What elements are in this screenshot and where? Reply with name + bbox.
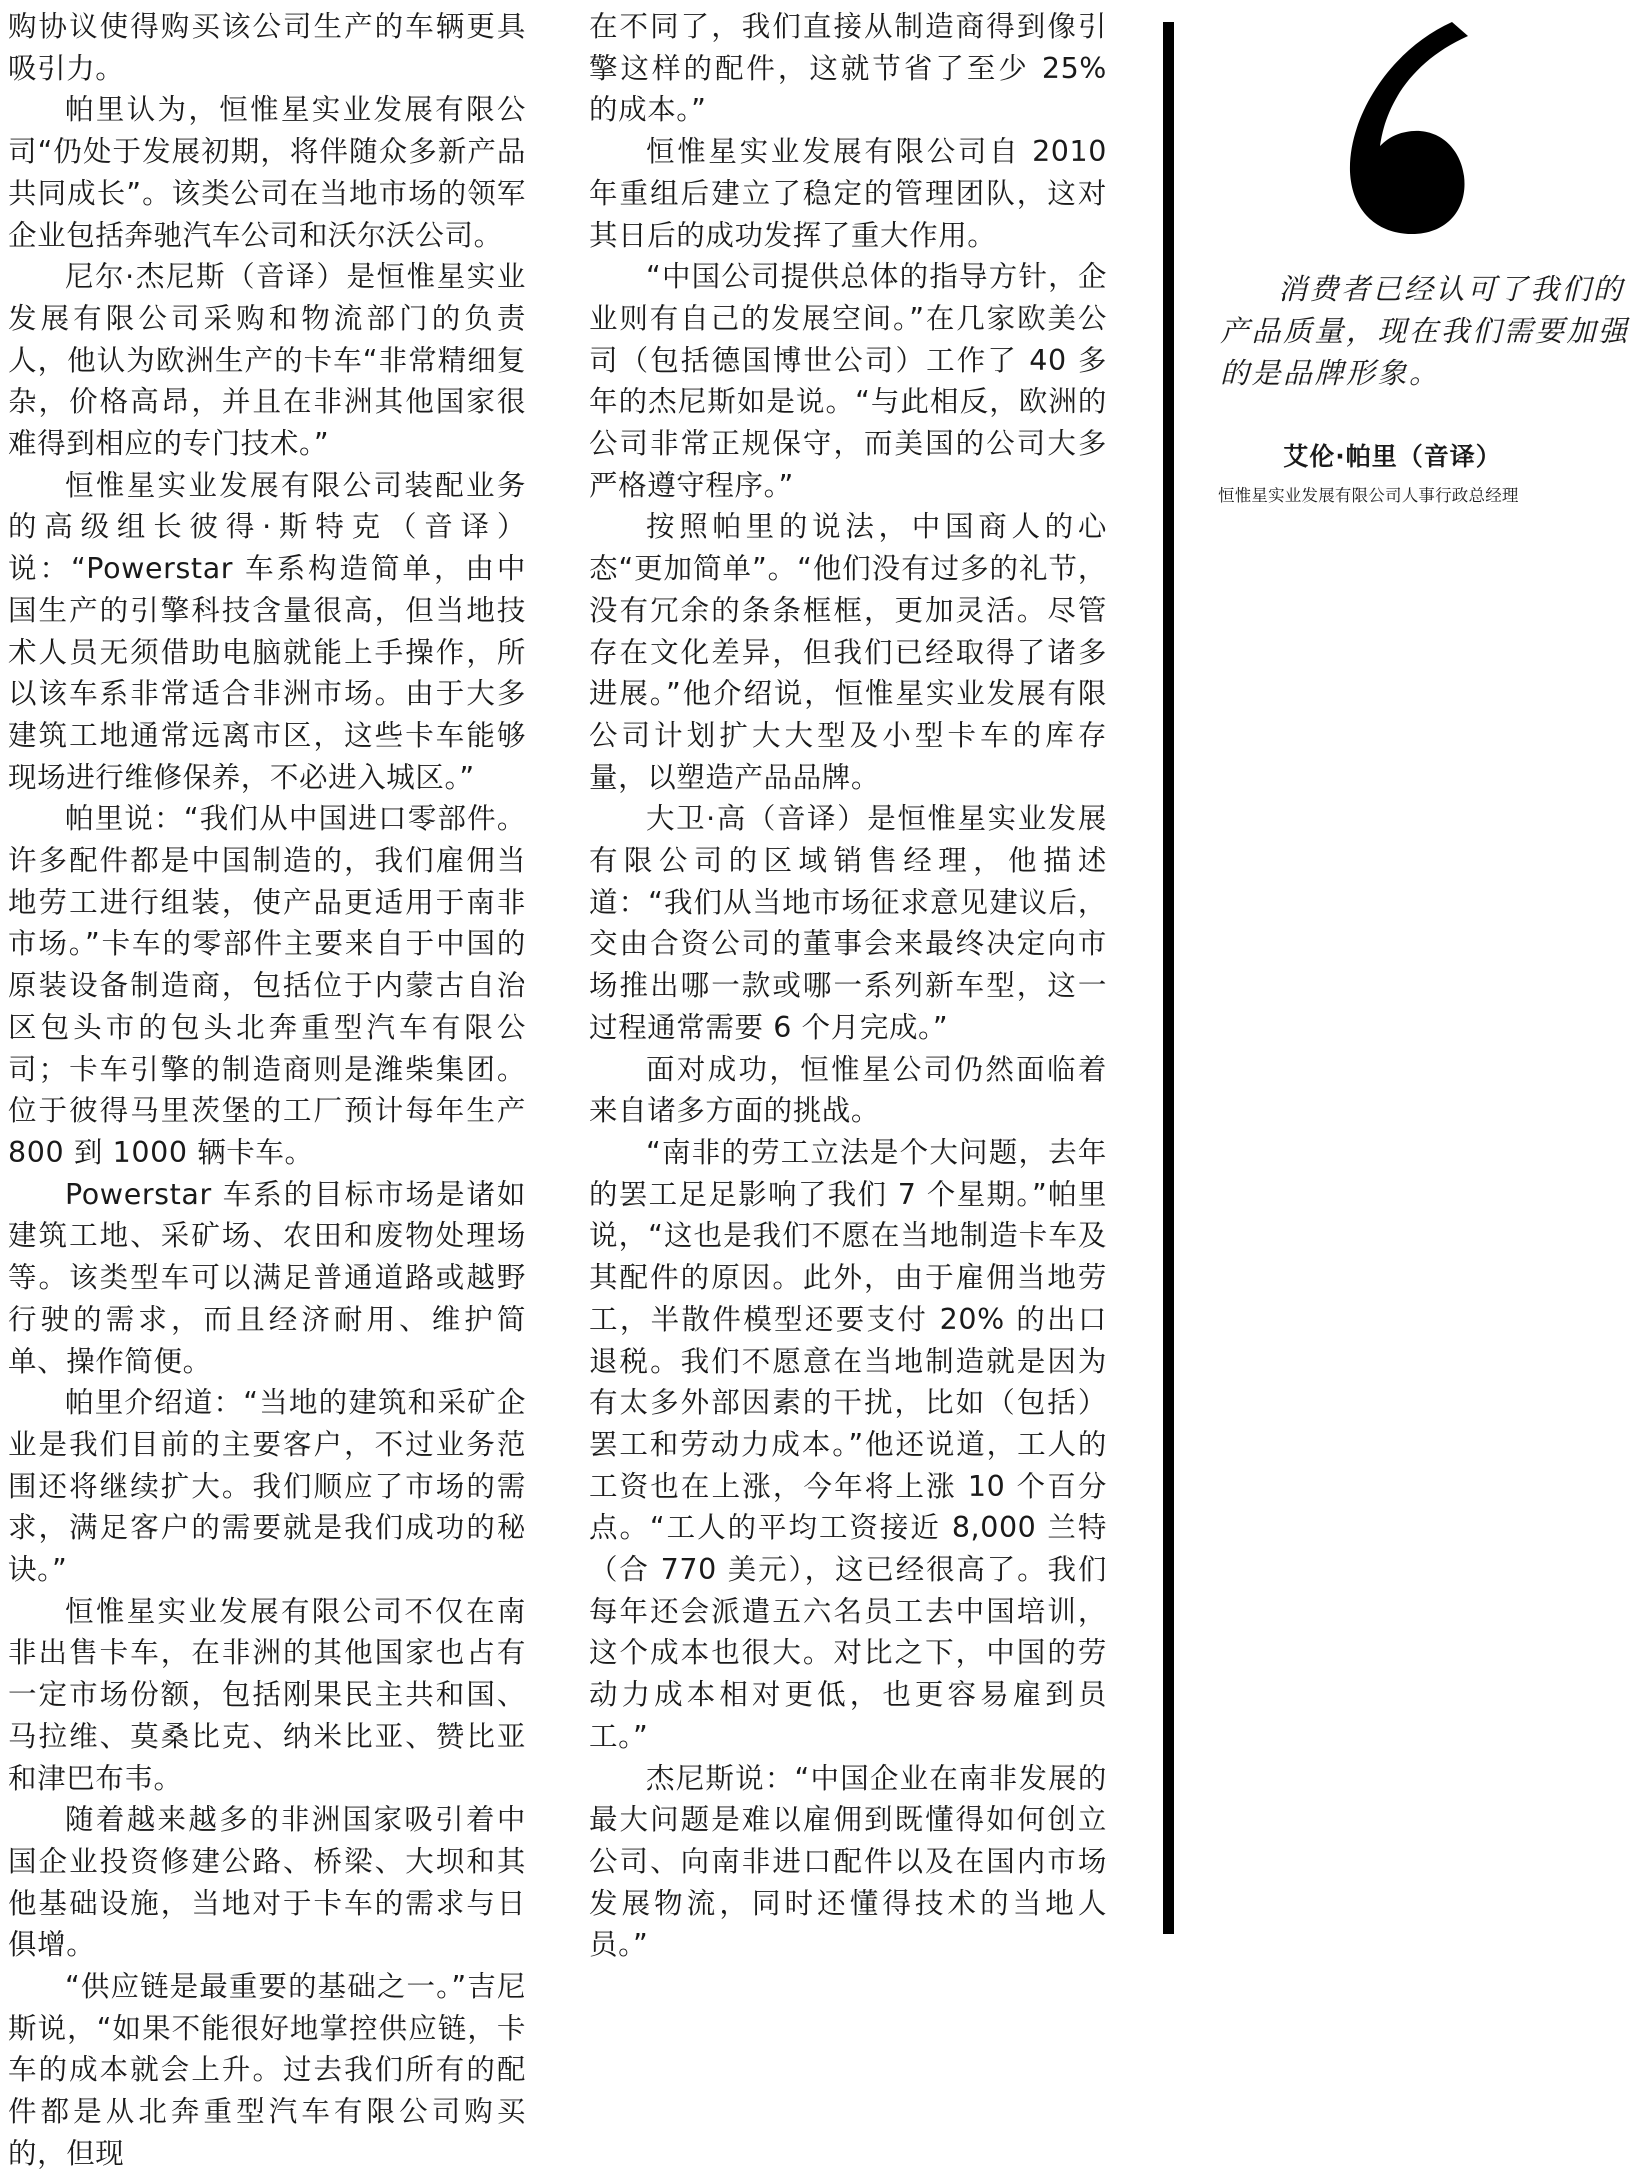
pull-quote-author: 艾伦·帕里（音译） (1283, 442, 1502, 471)
article-column-left (8, 6, 526, 2175)
paragraph: 恒惟星实业发展有限公司装配业务的高级组长彼得·斯特克（音译）说：“Powerstar 车系构造简单，由中国生产的引擎科技含量很高，但当地技术人员无须借助电脑就能上手操作，所以该车系非常适合非洲市场。由于大多建筑工地通常远离市区，这些卡车能够现场进行维修保养，不必进入城区。” (8, 468, 526, 794)
paragraph: 按照帕里的说法，中国商人的心态“更加简单”。“他们没有过多的礼节，没有冗余的条条框框，更加灵活。尽管存在文化差异，但我们已经取得了诸多进展。”他介绍说，恒惟星实业发展有限公司计划扩大大型及小型卡车的库存量，以塑造产品品牌。 (589, 510, 1107, 794)
quote-mark-icon (1340, 22, 1480, 242)
article-column-middle (589, 6, 1107, 1966)
pull-quote-author-title: 恒惟星实业发展有限公司人事行政总经理 (1218, 486, 1519, 505)
paragraph: Powerstar 车系的目标市场是诸如建筑工地、采矿场、农田和废物处理场等。该类型车可以满足普通道路或越野行驶的需求，而且经济耐用、维护简单、操作简便。 (8, 1177, 526, 1378)
pull-quote-rule (1163, 22, 1174, 1934)
paragraph: 在不同了，我们直接从制造商得到像引擎这样的配件，这就节省了至少 25% 的成本。” (589, 10, 1107, 127)
paragraph: 尼尔·杰尼斯（音译）是恒惟星实业发展有限公司采购和物流部门的负责人，他认为欧洲生产的卡车“非常精细复杂，价格高昂，并且在非洲其他国家很难得到相应的专门技术。” (8, 260, 526, 461)
paragraph: 帕里认为，恒惟星实业发展有限公司“仍处于发展初期，将伴随众多新产品共同成长”。该类公司在当地市场的领军企业包括奔驰汽车公司和沃尔沃公司。 (8, 93, 526, 252)
pull-quote-text: 消费者已经认可了我们的产品质量，现在我们需要加强的是品牌形象。 (1220, 272, 1630, 390)
paragraph: “供应链是最重要的基础之一。”吉尼斯说，“如果不能很好地掌控供应链，卡车的成本就会上升。过去我们所有的配件都是从北奔重型汽车有限公司购买的，但现 (8, 1970, 526, 2170)
paragraph: 恒惟星实业发展有限公司不仅在南非出售卡车，在非洲的其他国家也占有一定市场份额，包括刚果民主共和国、马拉维、莫桑比克、纳米比亚、赞比亚和津巴布韦。 (8, 1594, 526, 1795)
paragraph: 恒惟星实业发展有限公司自 2010 年重组后建立了稳定的管理团队，这对其日后的成功发挥了重大作用。 (589, 135, 1107, 252)
paragraph: 帕里介绍道：“当地的建筑和采矿企业是我们目前的主要客户，不过业务范围还将继续扩大。我们顺应了市场的需求，满足客户的需要就是我们成功的秘诀。” (8, 1386, 526, 1587)
paragraph: “中国公司提供总体的指导方针，企业则有自己的发展空间。”在几家欧美公司（包括德国博世公司）工作了 40 多年的杰尼斯如是说。“与此相反，欧洲的公司非常正规保守，而美国的公司大多严格遵守程序。” (589, 260, 1107, 502)
paragraph: 大卫·高（音译）是恒惟星实业发展有限公司的区域销售经理，他描述道：“我们从当地市场征求意见建议后，交由合资公司的董事会来最终决定向市场推出哪一款或哪一系列新车型，这一过程通常需要 6 个月完成。” (589, 802, 1107, 1044)
paragraph: 随着越来越多的非洲国家吸引着中国企业投资修建公路、桥梁、大坝和其他基础设施，当地对于卡车的需求与日俱增。 (8, 1803, 526, 1962)
paragraph: 面对成功，恒惟星公司仍然面临着来自诸多方面的挑战。 (589, 1052, 1107, 1128)
paragraph: 帕里说：“我们从中国进口零部件。许多配件都是中国制造的，我们雇佣当地劳工进行组装，使产品更适用于南非市场。”卡车的零部件主要来自于中国的原装设备制造商，包括位于内蒙古自治区包头市的包头北奔重型汽车有限公司；卡车引擎的制造商则是潍柴集团。位于彼得马里茨堡的工厂预计每年生产 800 到 1000 辆卡车。 (8, 802, 526, 1169)
paragraph: “南非的劳工立法是个大问题，去年的罢工足足影响了我们 7 个星期。”帕里说，“这也是我们不愿在当地制造卡车及其配件的原因。此外，由于雇佣当地劳工，半散件模型还要支付 20% 的出口退税。我们不愿意在当地制造就是因为有太多外部因素的干扰，比如（包括）罢工和劳动力成本。”他还说道，工人的工资也在上涨，今年将上涨 10 个百分点。“工人的平均工资接近 8,000 兰特（合 770 美元），这已经很高了。我们每年还会派遣五六名员工去中国培训，这个成本也很大。对比之下，中国的劳动力成本相对更低，也更容易雇到员工。” (589, 1135, 1107, 1753)
paragraph: 杰尼斯说：“中国企业在南非发展的最大问题是难以雇佣到既懂得如何创立公司、向南非进口配件以及在国内市场发展物流，同时还懂得技术的当地人员。” (589, 1761, 1107, 1962)
paragraph: 购协议使得购买该公司生产的车辆更具吸引力。 (8, 10, 526, 85)
pull-quote (1210, 0, 1630, 1965)
